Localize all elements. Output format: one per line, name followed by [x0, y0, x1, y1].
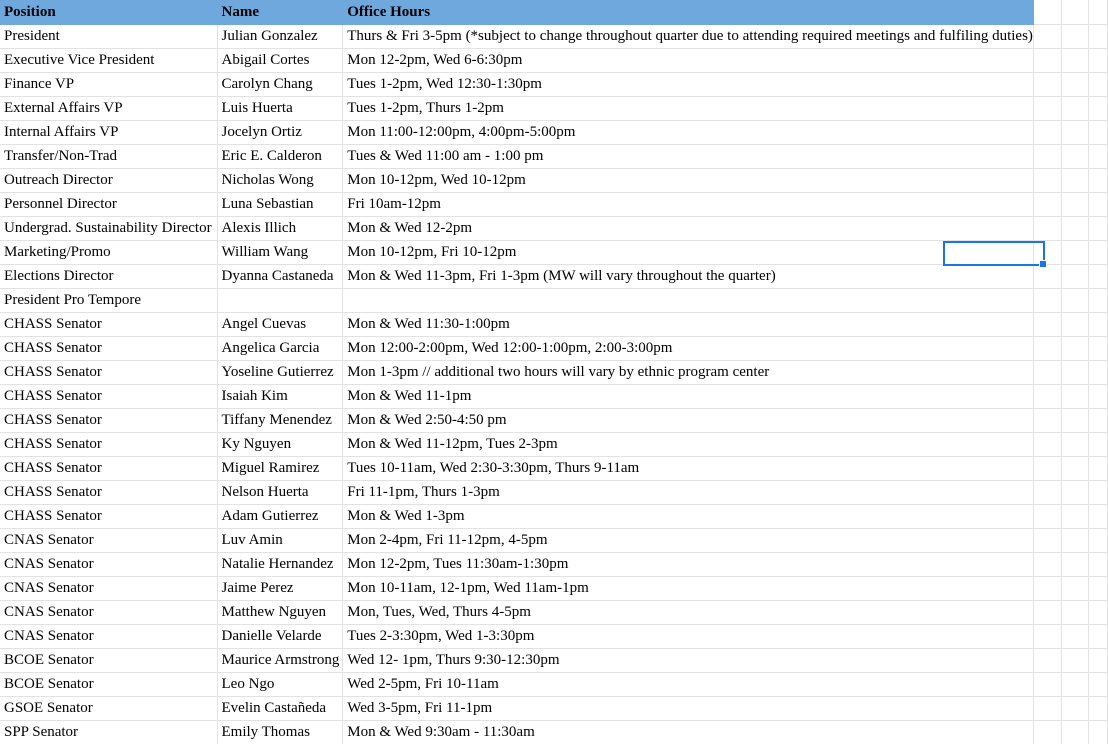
cell-position[interactable]: Finance VP [0, 73, 217, 97]
empty-cell[interactable] [1061, 193, 1089, 217]
empty-cell[interactable] [1061, 73, 1089, 97]
table-row [0, 697, 1108, 721]
empty-cell[interactable] [1089, 457, 1108, 481]
empty-cell[interactable] [1089, 553, 1108, 577]
empty-cell[interactable] [1089, 73, 1108, 97]
empty-cell[interactable] [1089, 0, 1108, 25]
empty-cell[interactable] [1033, 505, 1061, 529]
table-row [0, 481, 1108, 505]
cell-office-hours[interactable]: Thurs & Fri 3-5pm (*subject to change throughout quarter due to attending required meetings and fulfiling duties) [343, 25, 1034, 49]
empty-cell[interactable] [1033, 385, 1061, 409]
table-row [0, 625, 1108, 649]
cell-name[interactable]: Nicholas Wong [217, 169, 343, 193]
empty-cell[interactable] [1089, 49, 1108, 73]
empty-cell[interactable] [1033, 73, 1061, 97]
cell-office-hours[interactable]: Mon 11:00-12:00pm, 4:00pm-5:00pm [343, 121, 1034, 145]
empty-cell[interactable] [1033, 241, 1061, 265]
table-row [0, 217, 1108, 241]
empty-cell[interactable] [1089, 433, 1108, 457]
cell-name[interactable]: Eric E. Calderon [217, 145, 343, 169]
cell-name[interactable] [217, 289, 343, 313]
cell-office-hours[interactable]: Mon 12-2pm, Tues 11:30am-1:30pm [343, 553, 1034, 577]
table-row [0, 721, 1108, 744]
empty-cell[interactable] [1033, 0, 1061, 25]
cell-office-hours[interactable]: Mon & Wed 9:30am - 11:30am [343, 721, 1034, 744]
cell-position[interactable]: Personnel Director [0, 193, 217, 217]
table-row [0, 385, 1108, 409]
cell-position[interactable]: Outreach Director [0, 169, 217, 193]
cell-name[interactable]: Leo Ngo [217, 673, 343, 697]
empty-cell[interactable] [1061, 433, 1089, 457]
table-row [0, 193, 1108, 217]
table-row [0, 673, 1108, 697]
empty-cell[interactable] [1061, 673, 1089, 697]
cell-name[interactable]: Tiffany Menendez [217, 409, 343, 433]
table-row [0, 649, 1108, 673]
empty-cell[interactable] [1061, 601, 1089, 625]
table-row [0, 361, 1108, 385]
empty-cell[interactable] [1061, 505, 1089, 529]
table-row [0, 409, 1108, 433]
empty-cell[interactable] [1033, 121, 1061, 145]
empty-cell[interactable] [1061, 49, 1089, 73]
cell-office-hours[interactable]: Mon 12:00-2:00pm, Wed 12:00-1:00pm, 2:00-3:00pm [343, 337, 1034, 361]
table-row [0, 25, 1108, 49]
cell-office-hours[interactable]: Mon 10-12pm, Fri 10-12pm [343, 241, 1034, 265]
cell-office-hours[interactable]: Fri 10am-12pm [343, 193, 1034, 217]
cell-name[interactable]: Abigail Cortes [217, 49, 343, 73]
empty-cell[interactable] [1033, 289, 1061, 313]
empty-cell[interactable] [1033, 721, 1061, 744]
cell-position[interactable]: Undergrad. Sustainability Director [0, 217, 217, 241]
empty-cell[interactable] [1061, 529, 1089, 553]
cell-name[interactable]: Jocelyn Ortiz [217, 121, 343, 145]
cell-position[interactable]: CHASS Senator [0, 409, 217, 433]
empty-cell[interactable] [1033, 553, 1061, 577]
empty-cell[interactable] [1033, 265, 1061, 289]
empty-cell[interactable] [1061, 553, 1089, 577]
cell-name[interactable]: Luna Sebastian [217, 193, 343, 217]
table-row [0, 553, 1108, 577]
empty-cell[interactable] [1033, 649, 1061, 673]
cell-name[interactable]: Danielle Velarde [217, 625, 343, 649]
header-name[interactable]: Name [217, 0, 343, 25]
cell-office-hours[interactable]: Mon 10-11am, 12-1pm, Wed 11am-1pm [343, 577, 1034, 601]
empty-cell[interactable] [1061, 289, 1089, 313]
empty-cell[interactable] [1061, 145, 1089, 169]
empty-cell[interactable] [1033, 457, 1061, 481]
cell-name[interactable]: Isaiah Kim [217, 385, 343, 409]
cell-position[interactable]: CHASS Senator [0, 385, 217, 409]
cell-office-hours[interactable]: Tues 1-2pm, Wed 12:30-1:30pm [343, 73, 1034, 97]
empty-cell[interactable] [1089, 193, 1108, 217]
cell-name[interactable]: Emily Thomas [217, 721, 343, 744]
table-row [0, 505, 1108, 529]
cell-position[interactable]: Executive Vice President [0, 49, 217, 73]
cell-office-hours[interactable]: Mon & Wed 11-1pm [343, 385, 1034, 409]
empty-cell[interactable] [1061, 577, 1089, 601]
table-row [0, 97, 1108, 121]
cell-position[interactable]: CNAS Senator [0, 601, 217, 625]
empty-cell[interactable] [1089, 481, 1108, 505]
table-row [0, 433, 1108, 457]
empty-cell[interactable] [1061, 169, 1089, 193]
empty-cell[interactable] [1089, 673, 1108, 697]
empty-cell[interactable] [1061, 25, 1089, 49]
empty-cell[interactable] [1061, 265, 1089, 289]
empty-cell[interactable] [1033, 433, 1061, 457]
empty-cell[interactable] [1089, 265, 1108, 289]
empty-cell[interactable] [1061, 217, 1089, 241]
cell-office-hours[interactable]: Mon 1-3pm // additional two hours will vary by ethnic program center [343, 361, 1034, 385]
cell-name[interactable]: Adam Gutierrez [217, 505, 343, 529]
cell-position[interactable]: CHASS Senator [0, 481, 217, 505]
cell-position[interactable]: BCOE Senator [0, 673, 217, 697]
cell-position[interactable]: President [0, 25, 217, 49]
cell-name[interactable]: Alexis Illich [217, 217, 343, 241]
empty-cell[interactable] [1089, 97, 1108, 121]
empty-cell[interactable] [1061, 121, 1089, 145]
empty-cell[interactable] [1089, 145, 1108, 169]
cell-position[interactable]: CNAS Senator [0, 529, 217, 553]
empty-cell[interactable] [1089, 625, 1108, 649]
cell-office-hours[interactable]: Wed 12- 1pm, Thurs 9:30-12:30pm [343, 649, 1034, 673]
empty-cell[interactable] [1089, 313, 1108, 337]
cell-office-hours[interactable]: Mon & Wed 12-2pm [343, 217, 1034, 241]
cell-name[interactable]: Evelin Castañeda [217, 697, 343, 721]
cell-office-hours[interactable]: Wed 3-5pm, Fri 11-1pm [343, 697, 1034, 721]
table-row [0, 313, 1108, 337]
cell-office-hours[interactable]: Tues & Wed 11:00 am - 1:00 pm [343, 145, 1034, 169]
header-office-hours[interactable]: Office Hours [343, 0, 1034, 25]
empty-cell[interactable] [1033, 145, 1061, 169]
empty-cell[interactable] [1061, 625, 1089, 649]
cell-name[interactable]: Miguel Ramirez [217, 457, 343, 481]
empty-cell[interactable] [1061, 481, 1089, 505]
header-position[interactable]: Position [0, 0, 217, 25]
table-row [0, 289, 1108, 313]
empty-cell[interactable] [1089, 385, 1108, 409]
empty-cell[interactable] [1061, 409, 1089, 433]
empty-cell[interactable] [1089, 241, 1108, 265]
table-row [0, 121, 1108, 145]
cell-office-hours[interactable]: Mon 10-12pm, Wed 10-12pm [343, 169, 1034, 193]
empty-cell[interactable] [1089, 169, 1108, 193]
cell-name[interactable]: Angelica Garcia [217, 337, 343, 361]
table-row [0, 529, 1108, 553]
empty-cell[interactable] [1089, 217, 1108, 241]
cell-position[interactable]: Marketing/Promo [0, 241, 217, 265]
cell-position[interactable]: Transfer/Non-Trad [0, 145, 217, 169]
cell-name[interactable]: Angel Cuevas [217, 313, 343, 337]
empty-cell[interactable] [1033, 337, 1061, 361]
empty-cell[interactable] [1033, 25, 1061, 49]
empty-cell[interactable] [1089, 505, 1108, 529]
cell-office-hours[interactable]: Mon & Wed 2:50-4:50 pm [343, 409, 1034, 433]
cell-name[interactable]: William Wang [217, 241, 343, 265]
empty-cell[interactable] [1061, 457, 1089, 481]
empty-cell[interactable] [1089, 25, 1108, 49]
cell-office-hours[interactable]: Tues 1-2pm, Thurs 1-2pm [343, 97, 1034, 121]
empty-cell[interactable] [1061, 361, 1089, 385]
cell-name[interactable]: Ky Nguyen [217, 433, 343, 457]
empty-cell[interactable] [1033, 577, 1061, 601]
table-row [0, 601, 1108, 625]
cell-office-hours[interactable]: Wed 2-5pm, Fri 10-11am [343, 673, 1034, 697]
cell-office-hours[interactable] [343, 289, 1034, 313]
cell-position[interactable]: CHASS Senator [0, 505, 217, 529]
empty-cell[interactable] [1089, 697, 1108, 721]
empty-cell[interactable] [1033, 481, 1061, 505]
cell-name[interactable]: Maurice Armstrong [217, 649, 343, 673]
cell-position[interactable]: Internal Affairs VP [0, 121, 217, 145]
cell-office-hours[interactable]: Mon, Tues, Wed, Thurs 4-5pm [343, 601, 1034, 625]
empty-cell[interactable] [1033, 409, 1061, 433]
table-row [0, 577, 1108, 601]
empty-cell[interactable] [1033, 601, 1061, 625]
empty-cell[interactable] [1061, 97, 1089, 121]
empty-cell[interactable] [1061, 337, 1089, 361]
cell-name[interactable]: Natalie Hernandez [217, 553, 343, 577]
table-row [0, 265, 1108, 289]
empty-cell[interactable] [1061, 697, 1089, 721]
table-row [0, 169, 1108, 193]
empty-cell[interactable] [1033, 361, 1061, 385]
empty-cell[interactable] [1089, 529, 1108, 553]
cell-position[interactable]: CNAS Senator [0, 577, 217, 601]
cell-position[interactable]: President Pro Tempore [0, 289, 217, 313]
empty-cell[interactable] [1033, 529, 1061, 553]
table-row [0, 457, 1108, 481]
cell-name[interactable]: Jaime Perez [217, 577, 343, 601]
empty-cell[interactable] [1033, 697, 1061, 721]
table-row [0, 145, 1108, 169]
cell-position[interactable]: CHASS Senator [0, 457, 217, 481]
empty-cell[interactable] [1061, 313, 1089, 337]
cell-position[interactable]: CNAS Senator [0, 625, 217, 649]
empty-cell[interactable] [1033, 49, 1061, 73]
cell-name[interactable]: Dyanna Castaneda [217, 265, 343, 289]
empty-cell[interactable] [1061, 649, 1089, 673]
empty-cell[interactable] [1089, 601, 1108, 625]
cell-position[interactable]: CHASS Senator [0, 433, 217, 457]
empty-cell[interactable] [1061, 241, 1089, 265]
empty-cell[interactable] [1089, 289, 1108, 313]
cell-position[interactable]: External Affairs VP [0, 97, 217, 121]
empty-cell[interactable] [1089, 337, 1108, 361]
cell-office-hours[interactable]: Tues 10-11am, Wed 2:30-3:30pm, Thurs 9-11am [343, 457, 1034, 481]
table-row [0, 73, 1108, 97]
cell-position[interactable]: BCOE Senator [0, 649, 217, 673]
cell-office-hours[interactable]: Mon & Wed 1-3pm [343, 505, 1034, 529]
cell-position[interactable]: SPP Senator [0, 721, 217, 744]
empty-cell[interactable] [1089, 361, 1108, 385]
cell-office-hours[interactable]: Fri 11-1pm, Thurs 1-3pm [343, 481, 1034, 505]
empty-cell[interactable] [1033, 97, 1061, 121]
cell-name[interactable]: Nelson Huerta [217, 481, 343, 505]
cell-position[interactable]: CHASS Senator [0, 337, 217, 361]
cell-office-hours[interactable]: Mon & Wed 11-3pm, Fri 1-3pm (MW will vary throughout the quarter) [343, 265, 1034, 289]
empty-cell[interactable] [1089, 721, 1108, 744]
cell-office-hours[interactable]: Mon & Wed 11-12pm, Tues 2-3pm [343, 433, 1034, 457]
cell-office-hours[interactable]: Mon & Wed 11:30-1:00pm [343, 313, 1034, 337]
cell-office-hours[interactable]: Tues 2-3:30pm, Wed 1-3:30pm [343, 625, 1034, 649]
header-row [0, 0, 1108, 25]
empty-cell[interactable] [1033, 313, 1061, 337]
empty-cell[interactable] [1089, 121, 1108, 145]
cell-position[interactable]: GSOE Senator [0, 697, 217, 721]
cell-name[interactable]: Luis Huerta [217, 97, 343, 121]
cell-name[interactable]: Carolyn Chang [217, 73, 343, 97]
cell-name[interactable]: Matthew Nguyen [217, 601, 343, 625]
cell-name[interactable]: Yoseline Gutierrez [217, 361, 343, 385]
cell-office-hours[interactable]: Mon 2-4pm, Fri 11-12pm, 4-5pm [343, 529, 1034, 553]
table-row [0, 241, 1108, 265]
empty-cell[interactable] [1033, 217, 1061, 241]
cell-name[interactable]: Luv Amin [217, 529, 343, 553]
empty-cell[interactable] [1033, 169, 1061, 193]
cell-office-hours[interactable]: Mon 12-2pm, Wed 6-6:30pm [343, 49, 1034, 73]
cell-position[interactable]: CHASS Senator [0, 361, 217, 385]
empty-cell[interactable] [1089, 577, 1108, 601]
empty-cell[interactable] [1033, 673, 1061, 697]
cell-position[interactable]: CHASS Senator [0, 313, 217, 337]
empty-cell[interactable] [1089, 649, 1108, 673]
empty-cell[interactable] [1061, 0, 1089, 25]
table-row [0, 337, 1108, 361]
table-row [0, 49, 1108, 73]
empty-cell[interactable] [1061, 385, 1089, 409]
empty-cell[interactable] [1089, 409, 1108, 433]
empty-cell[interactable] [1033, 193, 1061, 217]
cell-position[interactable]: CNAS Senator [0, 553, 217, 577]
cell-name[interactable]: Julian Gonzalez [217, 25, 343, 49]
empty-cell[interactable] [1061, 721, 1089, 744]
cell-position[interactable]: Elections Director [0, 265, 217, 289]
empty-cell[interactable] [1033, 625, 1061, 649]
